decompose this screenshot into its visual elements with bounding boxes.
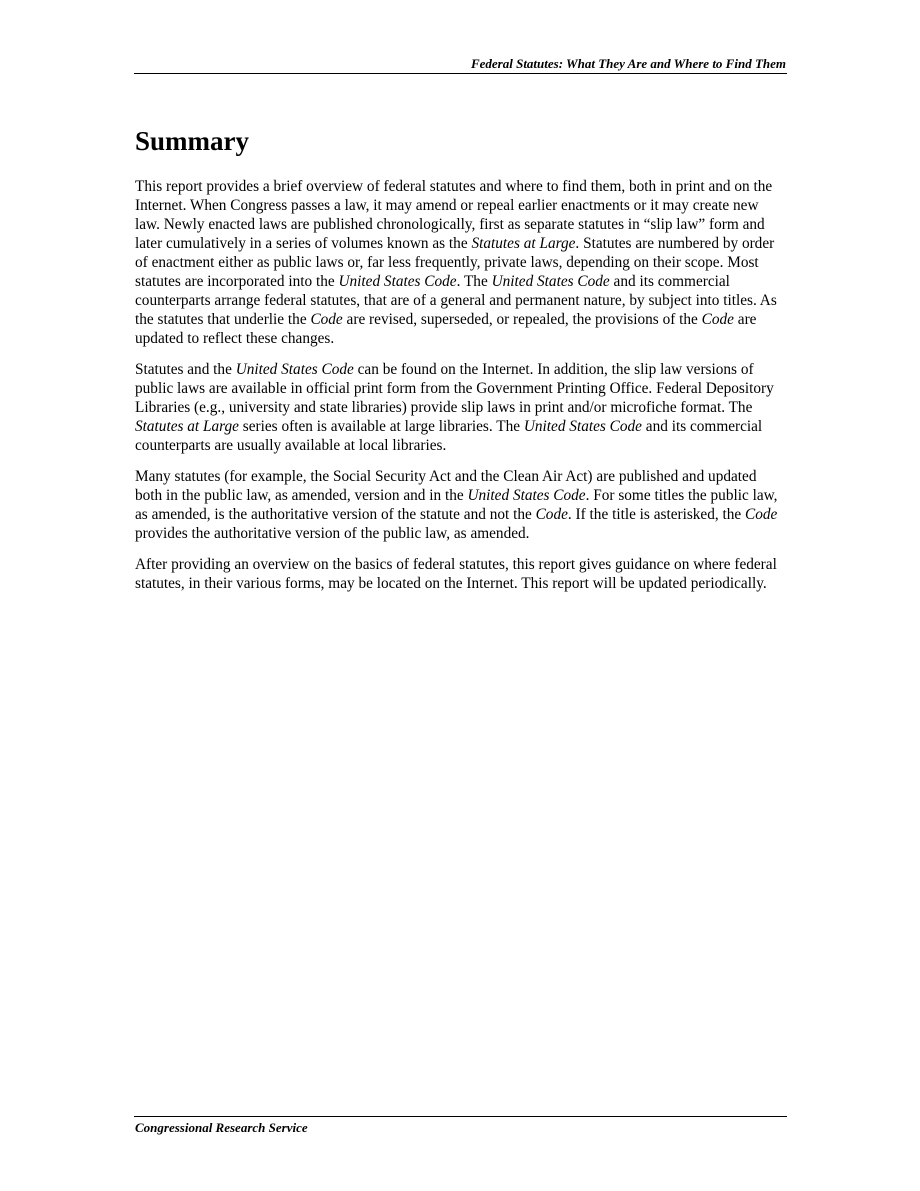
text-run: Many statutes (for example, the Social Security Act and the Clean Air Act) are published and updated both in the public law, as amended, version and in the [135,468,757,504]
text-run: series often is available at large libraries. The [238,418,524,435]
text-run: are revised, superseded, or repealed, the provisions of the [342,311,702,328]
italic-title-reference: Statutes at Large [471,235,576,252]
text-run: . For some titles the public law, as amended, is the authoritative version of the statute and not the [135,487,778,523]
text-run: This report provides a brief overview of federal statutes and where to find them, both in print and on the Internet. When Congress passes a law, it may amend or repeal earlier enactments or it may create new law. Newly enacted laws are published chronologically, first as separate statutes in “slip law” form and later cumulatively in a series of volumes known as the [135,178,773,252]
italic-title-reference: United States Code [338,273,457,290]
italic-title-reference: Code [745,506,778,523]
italic-title-reference: Code [701,311,734,328]
summary-paragraph-2 [135,360,787,455]
summary-paragraph-4 [135,555,787,593]
italic-title-reference: Statutes at Large [135,418,239,435]
summary-paragraph-1 [135,177,787,348]
italic-title-reference: United States Code [235,361,354,378]
text-run: . The [456,273,492,290]
running-footer: Congressional Research Service [135,1120,308,1135]
italic-title-reference: Code [535,506,568,523]
italic-title-reference: United States Code [467,487,586,504]
text-run: After providing an overview on the basics of federal statutes, this report gives guidance on where federal statutes, in their various forms, may be located on the Internet. This report will be updated periodically. [135,556,777,592]
running-header: Federal Statutes: What They Are and Where to Find Them [470,56,786,71]
text-run: Statutes and the [135,361,236,378]
text-run: . If the title is asterisked, the [567,506,746,523]
summary-body [135,177,787,605]
summary-paragraph-3 [135,467,787,543]
italic-title-reference: United States Code [523,418,642,435]
text-run: are updated to reflect these changes. [135,311,757,347]
text-run: . Statutes are numbered by order of enactment either as public laws or, far less frequently, private laws, depending on their scope. Most statutes are incorporated into the [135,235,775,290]
text-run: and its commercial counterparts arrange federal statutes, that are of a general and permanent nature, by subject into titles. As the statutes that underlie the [135,273,777,328]
header-rule [134,73,787,74]
italic-title-reference: Code [310,311,343,328]
text-run: provides the authoritative version of the public law, as amended. [135,525,530,542]
footer-rule [134,1116,787,1117]
page-title: Summary [135,126,249,156]
text-run: and its commercial counterparts are usually available at local libraries. [135,418,763,454]
text-run: can be found on the Internet. In addition, the slip law versions of public laws are available in official print form from the Government Printing Office. Federal Depository Libraries (e.g., university and state libraries) provide slip laws in print and/or microfiche format. The [135,361,774,416]
italic-title-reference: United States Code [491,273,610,290]
